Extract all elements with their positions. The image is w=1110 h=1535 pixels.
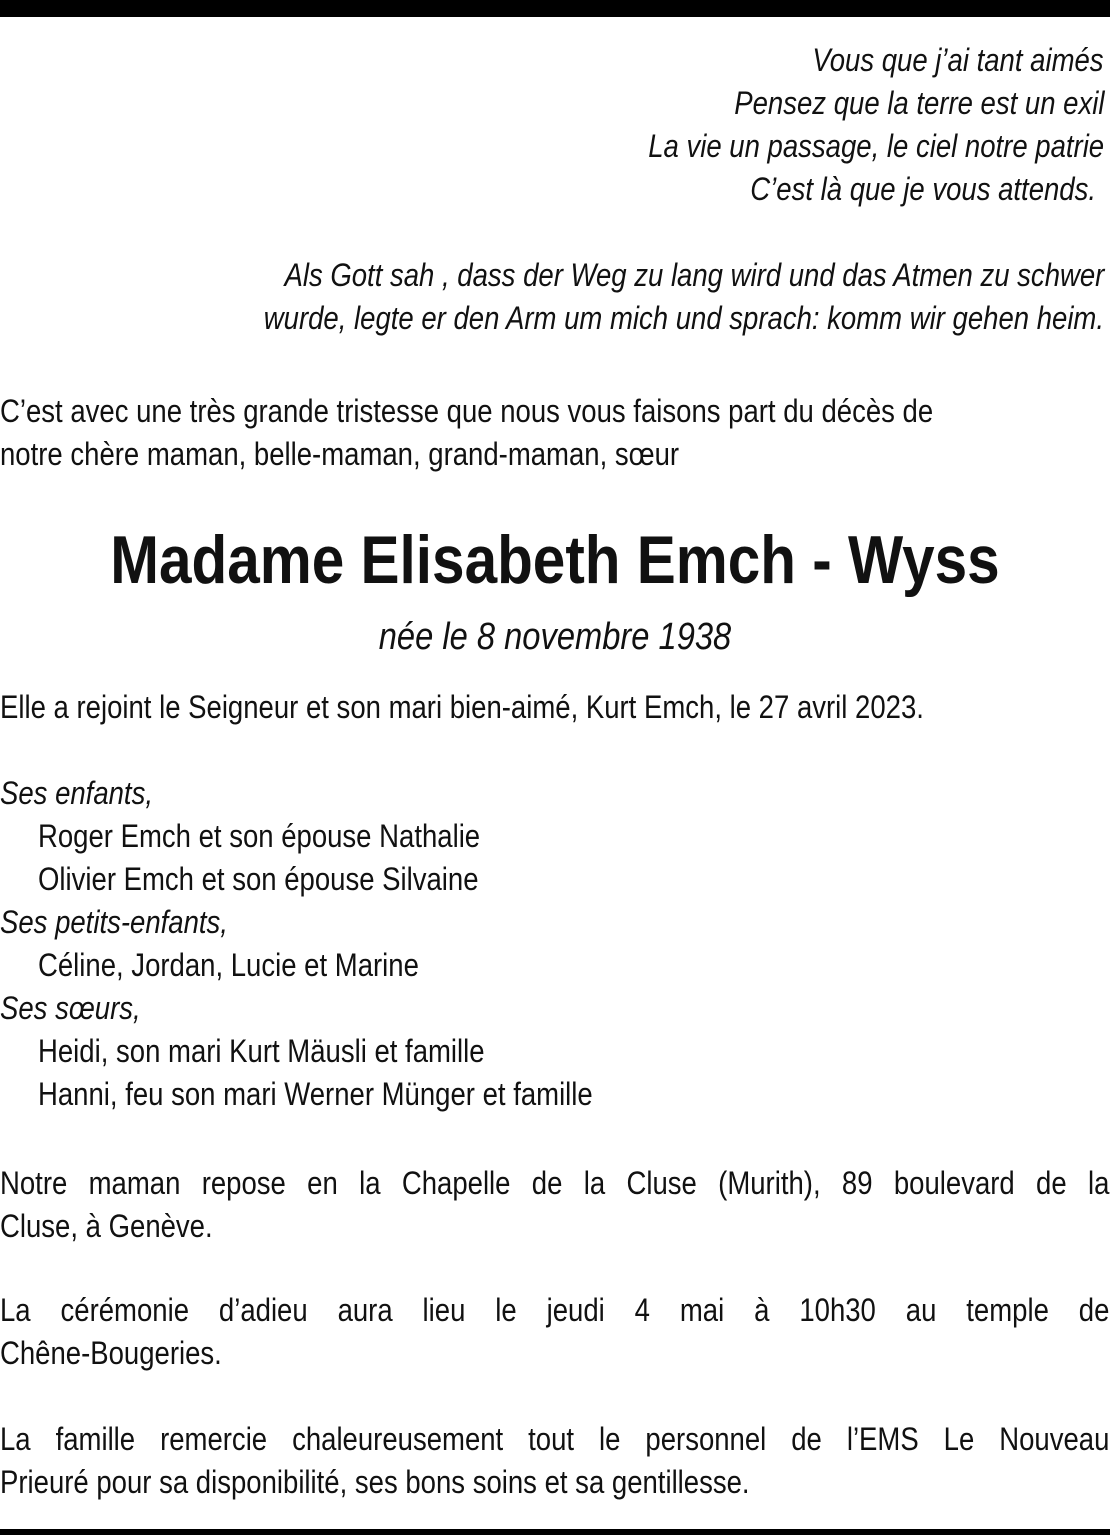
ceremony-line-1: La cérémonie d’adieu aura lieu le jeudi 4 mai à 10h30 au temple de [0, 1292, 1110, 1328]
child-item: Olivier Emch et son épouse Silvaine [38, 861, 479, 897]
repose-paragraph [0, 1162, 1110, 1248]
thanks-line-2: Prieuré pour sa disponibilité, ses bons soins et sa gentillesse. [0, 1464, 750, 1500]
children-heading: Ses enfants, [0, 775, 153, 811]
thanks-line-1: La famille remercie chaleureusement tout le personnel de l’EMS Le Nouveau [0, 1421, 1110, 1457]
announcement-line-2: notre chère maman, belle-maman, grand-maman, sœur [0, 436, 680, 472]
top-border [0, 0, 1110, 17]
poem-de-line-1: Als Gott sah , dass der Weg zu lang wird und das Atmen zu schwer [284, 257, 1104, 293]
thanks-paragraph [0, 1418, 1110, 1504]
announcement-line-1: C’est avec une très grande tristesse que nous vous faisons part du décès de [0, 393, 934, 429]
repose-line-1: Notre maman repose en la Chapelle de la Cluse (Murith), 89 boulevard de la [0, 1165, 1110, 1201]
poem-fr-line-1: Vous que j’ai tant aimés [812, 42, 1104, 78]
child-item: Roger Emch et son épouse Nathalie [38, 818, 481, 854]
poem-de-line-2: wurde, legte er den Arm um mich und sprach: komm wir gehen heim. [263, 300, 1104, 336]
sister-item: Heidi, son mari Kurt Mäusli et famille [38, 1033, 485, 1069]
death-line: Elle a rejoint le Seigneur et son mari bien-aimé, Kurt Emch, le 27 avril 2023. [0, 689, 924, 725]
repose-line-2: Cluse, à Genève. [0, 1208, 213, 1244]
birth-line: née le 8 novembre 1938 [378, 616, 732, 658]
poem-fr-line-4: C’est là que je vous attends. [750, 171, 1096, 207]
grandchildren-heading: Ses petits-enfants, [0, 904, 228, 940]
bottom-border [0, 1529, 1110, 1535]
grandchild-item: Céline, Jordan, Lucie et Marine [38, 947, 419, 983]
poem-fr-line-2: Pensez que la terre est un exil [733, 85, 1104, 121]
ceremony-line-2: Chêne-Bougeries. [0, 1335, 222, 1371]
ceremony-paragraph [0, 1289, 1110, 1375]
deceased-name: Madame Elisabeth Emch - Wyss [110, 522, 1000, 598]
poem-fr-line-3: La vie un passage, le ciel notre patrie [648, 128, 1104, 164]
sister-item: Hanni, feu son mari Werner Münger et famille [38, 1076, 593, 1112]
sisters-heading: Ses sœurs, [0, 990, 141, 1026]
